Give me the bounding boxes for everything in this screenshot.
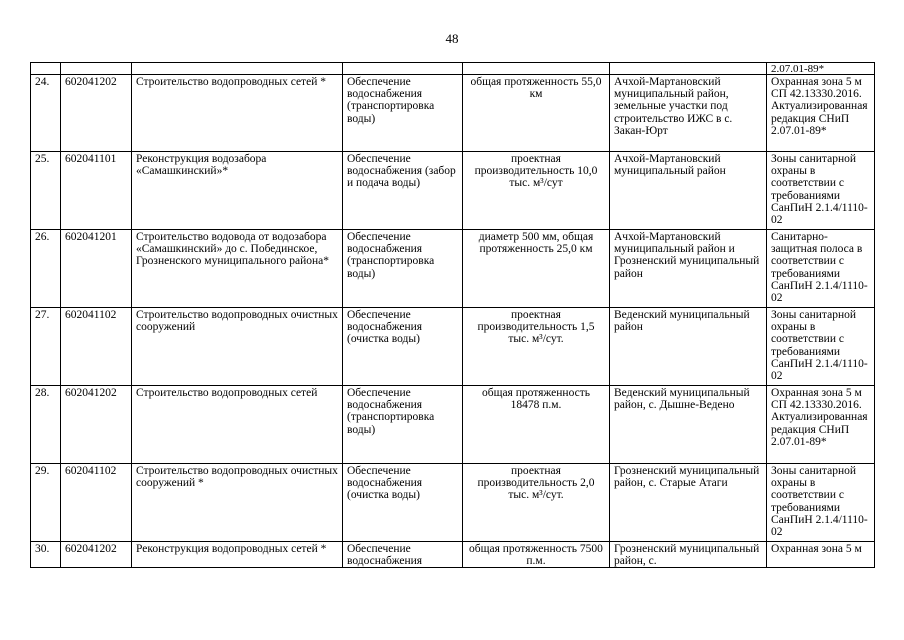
cell-capacity: общая протяженность 55,0 км [463,75,610,152]
cell-zone: Охранная зона 5 м СП 42.13330.2016. Актуализированная редакция СНиП 2.07.01-89* [767,386,875,464]
table-row-continued [31,63,875,75]
cell-purpose: Обеспечение водоснабжения (забор и подача воды) [343,152,463,230]
cell-purpose: Обеспечение водоснабжения [343,542,463,568]
cell-num [31,63,61,75]
cell-num: 24. [31,75,61,152]
cell-zone: Охранная зона 5 м [767,542,875,568]
cell-num: 29. [31,464,61,542]
table-row [31,230,875,308]
cell-purpose: Обеспечение водоснабжения (транспортировка воды) [343,386,463,464]
cell-capacity: общая протяженность 18478 п.м. [463,386,610,464]
cell-num: 26. [31,230,61,308]
cell-location: Ачхой-Мартановский муниципальный район, земельные участки под строительство ИЖС в с. Закан-Юрт [610,75,767,152]
cell-purpose: Обеспечение водоснабжения (транспортировка воды) [343,75,463,152]
cell-location: Ачхой-Мартановский муниципальный район и Грозненский муниципальный район [610,230,767,308]
cell-name: Строительство водопроводных сетей * [132,75,343,152]
cell-location: Ачхой-Мартановский муниципальный район [610,152,767,230]
cell-code: 602041202 [61,75,132,152]
cell-location: Грозненский муниципальный район, с. [610,542,767,568]
table-row [31,308,875,386]
cell-location: Веденский муниципальный район, с. Дышне-Ведено [610,386,767,464]
cell-name: Строительство водопроводных очистных сооружений [132,308,343,386]
cell-purpose: Обеспечение водоснабжения (очистка воды) [343,308,463,386]
cell-code: 602041202 [61,386,132,464]
cell-code: 602041201 [61,230,132,308]
cell-capacity: проектная производительность 10,0 тыс. м³/сут [463,152,610,230]
cell-purpose: Обеспечение водоснабжения (очистка воды) [343,464,463,542]
table-row [31,464,875,542]
cell-name: Строительство водовода от водозабора «Самашкинский» до с. Побединское, Грозненского муниципального района* [132,230,343,308]
cell-code [61,63,132,75]
cell-zone: Санитарно-защитная полоса в соответствии с требованиями СанПиН 2.1.4/1110-02 [767,230,875,308]
cell-location: Грозненский муниципальный район, с. Старые Атаги [610,464,767,542]
table-row [31,152,875,230]
table-row [31,75,875,152]
cell-name: Строительство водопроводных сетей [132,386,343,464]
cell-purpose: Обеспечение водоснабжения (транспортировка воды) [343,230,463,308]
cell-zone: Зоны санитарной охраны в соответствии с требованиями СанПиН 2.1.4/1110-02 [767,464,875,542]
cell-num: 25. [31,152,61,230]
cell-purpose [343,63,463,75]
cell-name: Строительство водопроводных очистных сооружений * [132,464,343,542]
cell-capacity [463,63,610,75]
table-row [31,542,875,568]
cell-code: 602041102 [61,464,132,542]
cell-name: Реконструкция водопроводных сетей * [132,542,343,568]
cell-num: 28. [31,386,61,464]
cell-capacity: проектная производительность 1,5 тыс. м³/сут. [463,308,610,386]
cell-code: 602041101 [61,152,132,230]
cell-location: Веденский муниципальный район [610,308,767,386]
cell-zone: Охранная зона 5 м СП 42.13330.2016. Актуализированная редакция СНиП 2.07.01-89* [767,75,875,152]
cell-zone: Зоны санитарной охраны в соответствии с требованиями СанПиН 2.1.4/1110-02 [767,152,875,230]
cell-capacity: общая протяженность 7500 п.м. [463,542,610,568]
cell-location [610,63,767,75]
cell-capacity: проектная производительность 2,0 тыс. м³/сут. [463,464,610,542]
cell-num: 27. [31,308,61,386]
cell-num: 30. [31,542,61,568]
cell-capacity: диаметр 500 мм, общая протяженность 25,0 км [463,230,610,308]
page-number: 48 [445,31,459,46]
cell-zone: Зоны санитарной охраны в соответствии с требованиями СанПиН 2.1.4/1110-02 [767,308,875,386]
cell-code: 602041102 [61,308,132,386]
cell-name [132,63,343,75]
cell-name: Реконструкция водозабора «Самашкинский»* [132,152,343,230]
cell-zone: 2.07.01-89* [767,63,875,75]
objects-table [30,62,875,568]
cell-code: 602041202 [61,542,132,568]
table-row [31,386,875,464]
